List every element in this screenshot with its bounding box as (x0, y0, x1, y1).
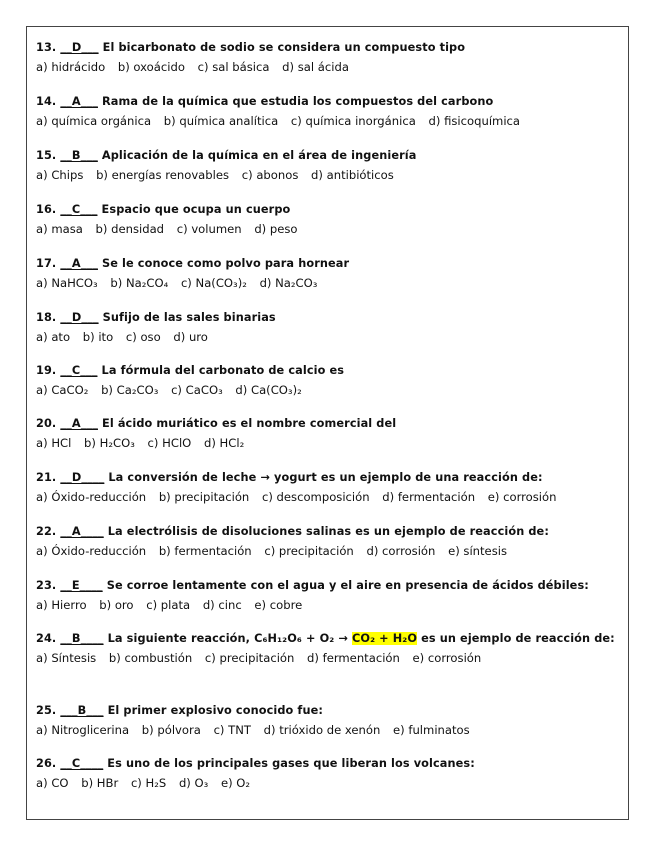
question-14 (36, 94, 621, 130)
question-stem (36, 703, 621, 719)
question-22 (36, 524, 621, 560)
question-number: 24. (36, 632, 57, 645)
option-b: b) combustión (108, 651, 193, 665)
question-stem (36, 470, 621, 486)
option-b: b) HBr (81, 776, 119, 790)
option-c: c) volumen (176, 222, 242, 236)
answer-blank: __B____ (60, 632, 104, 645)
option-e: e) cobre (254, 598, 303, 612)
option-a: a) Chips (36, 168, 84, 182)
options (36, 434, 621, 452)
options (36, 774, 621, 792)
option-a: a) ato (36, 330, 71, 344)
option-a: a) Óxido-reducción (36, 490, 147, 504)
question-number: 19. (36, 364, 57, 377)
question-number: 16. (36, 203, 57, 216)
question-18 (36, 310, 621, 346)
question-number: 14. (36, 95, 57, 108)
option-a: a) hidrácido (36, 60, 106, 74)
question-text-end: es un ejemplo de reacción de: (421, 632, 615, 645)
question-stem (36, 524, 621, 540)
question-stem (36, 202, 621, 218)
option-b: b) oxoácido (117, 60, 185, 74)
question-text: Se le conoce como polvo para hornear (102, 257, 350, 270)
question-stem (36, 363, 621, 379)
option-a: a) CaCO₂ (36, 383, 89, 397)
question-text: Rama de la química que estudia los compuestos del carbono (102, 95, 494, 108)
question-number: 23. (36, 579, 57, 592)
option-c: c) oso (125, 330, 161, 344)
answer-blank: __A___ (60, 417, 98, 430)
option-b: b) energías renovables (96, 168, 230, 182)
option-d: d) fermentación (382, 490, 476, 504)
question-21 (36, 470, 621, 506)
option-a: a) HCl (36, 436, 72, 450)
options (36, 721, 621, 739)
answer-blank: __A___ (60, 257, 98, 270)
question-number: 26. (36, 757, 57, 770)
question-text: La electrólisis de disoluciones salinas es un ejemplo de reacción de: (107, 525, 549, 538)
question-stem (36, 578, 621, 594)
question-text: Sufijo de las sales binarias (102, 311, 276, 324)
option-b: b) fermentación (158, 544, 252, 558)
options (36, 488, 621, 506)
option-a: a) Óxido-reducción (36, 544, 147, 558)
question-text: La fórmula del carbonato de calcio es (101, 364, 345, 377)
question-text: La conversión de leche → yogurt es un ejemplo de una reacción de: (108, 471, 543, 484)
option-b: b) oro (99, 598, 134, 612)
options (36, 274, 621, 292)
option-b: b) ito (82, 330, 114, 344)
option-e: e) síntesis (448, 544, 507, 558)
option-e: e) corrosión (487, 490, 557, 504)
question-number: 17. (36, 257, 57, 270)
question-stem (36, 310, 621, 326)
option-c: c) CaCO₃ (171, 383, 223, 397)
question-text: Aplicación de la química en el área de ingeniería (101, 149, 417, 162)
answer-blank: __C____ (60, 757, 104, 770)
option-c: c) precipitación (204, 651, 295, 665)
question-number: 20. (36, 417, 57, 430)
question-number: 13. (36, 41, 57, 54)
question-stem (36, 756, 621, 772)
option-d: d) peso (254, 222, 298, 236)
option-b: b) Ca₂CO₃ (101, 383, 159, 397)
question-20 (36, 416, 621, 452)
option-a: a) CO (36, 776, 69, 790)
option-d: d) trióxido de xenón (263, 723, 381, 737)
question-number: 15. (36, 149, 57, 162)
options (36, 596, 621, 614)
options (36, 58, 621, 76)
option-e: e) O₂ (220, 776, 251, 790)
option-c: c) precipitación (264, 544, 354, 558)
options (36, 220, 621, 238)
highlighted-products: CO₂ + H₂O (351, 632, 418, 645)
question-text: Espacio que ocupa un cuerpo (101, 203, 291, 216)
question-text: Es uno de los principales gases que liberan los volcanes: (107, 757, 475, 770)
option-c: c) química inorgánica (290, 114, 416, 128)
option-d: d) sal ácida (282, 60, 349, 74)
question-stem (36, 94, 621, 110)
question-stem (36, 256, 621, 272)
option-b: b) precipitación (158, 490, 250, 504)
answer-blank: __A___ (60, 95, 98, 108)
question-number: 25. (36, 704, 57, 717)
option-c: c) Na(CO₃)₂ (180, 276, 247, 290)
option-c: c) HClO (147, 436, 192, 450)
answer-blank: __D___ (60, 311, 99, 324)
option-a: a) Hierro (36, 598, 87, 612)
option-c: c) TNT (213, 723, 251, 737)
option-c: c) H₂S (130, 776, 167, 790)
option-d: d) corrosión (366, 544, 436, 558)
option-d: d) uro (173, 330, 208, 344)
question-23 (36, 578, 621, 614)
question-stem (36, 148, 621, 164)
option-d: d) HCl₂ (203, 436, 245, 450)
answer-blank: __A____ (60, 525, 104, 538)
question-number: 22. (36, 525, 57, 538)
option-b: b) Na₂CO₄ (110, 276, 169, 290)
question-number: 21. (36, 471, 57, 484)
question-15 (36, 148, 621, 184)
option-d: d) fermentación (307, 651, 400, 665)
option-a: a) química orgánica (36, 114, 152, 128)
answer-blank: ___B___ (60, 704, 104, 717)
option-a: a) NaHCO₃ (36, 276, 98, 290)
answer-blank: __C___ (60, 364, 98, 377)
options (36, 649, 621, 667)
options (36, 112, 621, 130)
option-b: b) densidad (95, 222, 165, 236)
question-text: El bicarbonato de sodio se considera un compuesto tipo (102, 41, 466, 54)
option-d: d) antibióticos (311, 168, 394, 182)
question-stem (36, 416, 621, 432)
question-16 (36, 202, 621, 238)
option-c: c) sal básica (197, 60, 270, 74)
option-d: d) Ca(CO₃)₂ (235, 383, 302, 397)
answer-blank: __C___ (60, 203, 98, 216)
option-c: c) abonos (241, 168, 299, 182)
option-b: b) química analítica (163, 114, 279, 128)
question-24 (36, 631, 621, 667)
option-e: e) corrosión (412, 651, 482, 665)
question-text: Se corroe lentamente con el agua y el aire en presencia de ácidos débiles: (106, 579, 589, 592)
question-17 (36, 256, 621, 292)
options (36, 542, 621, 560)
option-c: c) plata (146, 598, 191, 612)
option-d: d) O₃ (178, 776, 209, 790)
option-a: a) Nitroglicerina (36, 723, 130, 737)
answer-blank: __D___ (60, 41, 99, 54)
question-text: El primer explosivo conocido fue: (107, 704, 323, 717)
question-stem (36, 631, 621, 647)
question-number: 18. (36, 311, 57, 324)
answer-blank: __D____ (60, 471, 105, 484)
options (36, 328, 621, 346)
options (36, 166, 621, 184)
question-19 (36, 363, 621, 399)
question-text: El ácido muriático es el nombre comercial del (102, 417, 397, 430)
question-text: La siguiente reacción, C₆H₁₂O₆ + O₂ → (107, 632, 348, 645)
option-b: b) pólvora (141, 723, 201, 737)
options (36, 381, 621, 399)
option-d: d) cinc (202, 598, 242, 612)
answer-blank: __B___ (60, 149, 98, 162)
option-a: a) Síntesis (36, 651, 97, 665)
question-26 (36, 756, 621, 792)
question-13 (36, 40, 621, 76)
answer-blank: __E____ (60, 579, 103, 592)
option-b: b) H₂CO₃ (84, 436, 135, 450)
option-a: a) masa (36, 222, 83, 236)
option-d: d) fisicoquímica (428, 114, 521, 128)
question-25 (36, 703, 621, 739)
option-c: c) descomposición (261, 490, 370, 504)
option-e: e) fulminatos (393, 723, 470, 737)
option-d: d) Na₂CO₃ (259, 276, 318, 290)
question-stem (36, 40, 621, 56)
